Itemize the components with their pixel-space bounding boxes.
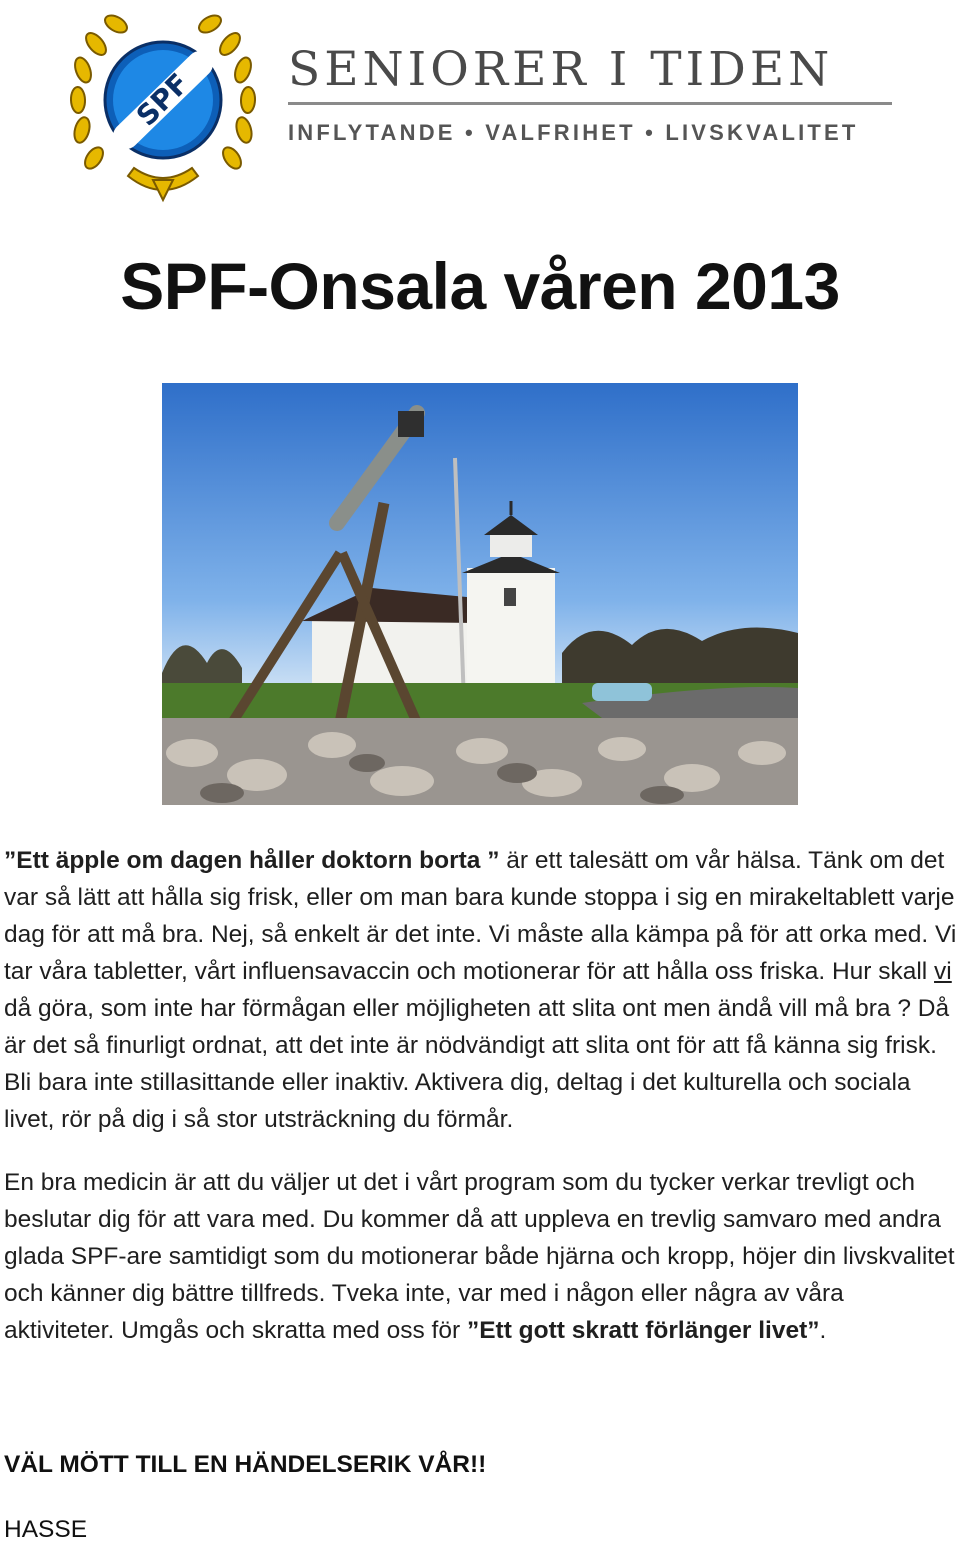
quote-mark: ” — [466, 1317, 480, 1344]
quote-mark: ” — [807, 1317, 820, 1344]
spf-logo — [68, 8, 258, 204]
page-title: SPF-Onsala våren 2013 — [120, 249, 840, 323]
brand-divider — [288, 102, 892, 105]
paragraph-2 — [4, 1164, 960, 1349]
church-photo — [162, 383, 798, 805]
quote-mark: ” — [4, 847, 17, 874]
paragraph-1 — [4, 842, 960, 1138]
paragraph-2-end: . — [819, 1317, 827, 1344]
proverb-bold: Ett äpple om dagen håller doktorn borta — [16, 847, 481, 874]
saying-bold: Ett gott skratt förlänger livet — [479, 1317, 808, 1344]
header — [0, 0, 960, 210]
brand-tagline: INFLYTANDE • VALFRIHET • LIVSKVALITET — [288, 120, 859, 145]
brand-title: SENIORER I TIDEN — [288, 42, 834, 97]
signature: HASSE — [4, 1516, 88, 1543]
logo-text: SPF — [129, 66, 196, 133]
paragraph-1-text: är ett talesätt om vår hälsa. Tänk om det var så lätt att hålla sig frisk, eller om man bara kunde stoppa i sig en mirakeltablett varje dag för att må bra. Nej, så enkelt är det inte. Vi måste alla kämpa på för att orka med. Vi tar våra tabletter, vårt influensavaccin och motionerar för att hålla oss friska. Hur skall — [4, 847, 957, 985]
quote-mark: ” — [480, 847, 500, 874]
paragraph-2-text: En bra medicin är att du väljer ut det i vårt program som du tycker verkar trevligt och beslutar dig för att vara med. Du kommer då att uppleva en trevlig samvaro med andra glada SPF-are samtidigt som du motionerar både hjärna och kropp, höjer din livskvalitet och känner dig bättre tillfreds. Tveka inte, var med i någon eller några av våra aktiviteter. Umgås och skratta med oss för — [4, 1169, 955, 1344]
article-body — [4, 842, 960, 1349]
paragraph-1-text-cont: då göra, som inte har förmågan eller möjligheten att slita ont men ändå vill må bra ? Då är det så finurligt ordnat, att det inte är nödvändigt att slita ont för att få känna sig frisk. Bli bara inte stillasittande eller inaktiv. Aktivera dig, deltag i det kulturella och sociala livet, rör på dig i så stor utsträckning du förmår. — [4, 995, 950, 1133]
closing-line: VÄL MÖTT TILL EN HÄNDELSERIK VÅR!! — [4, 1451, 487, 1478]
underlined-word: vi — [934, 958, 952, 985]
